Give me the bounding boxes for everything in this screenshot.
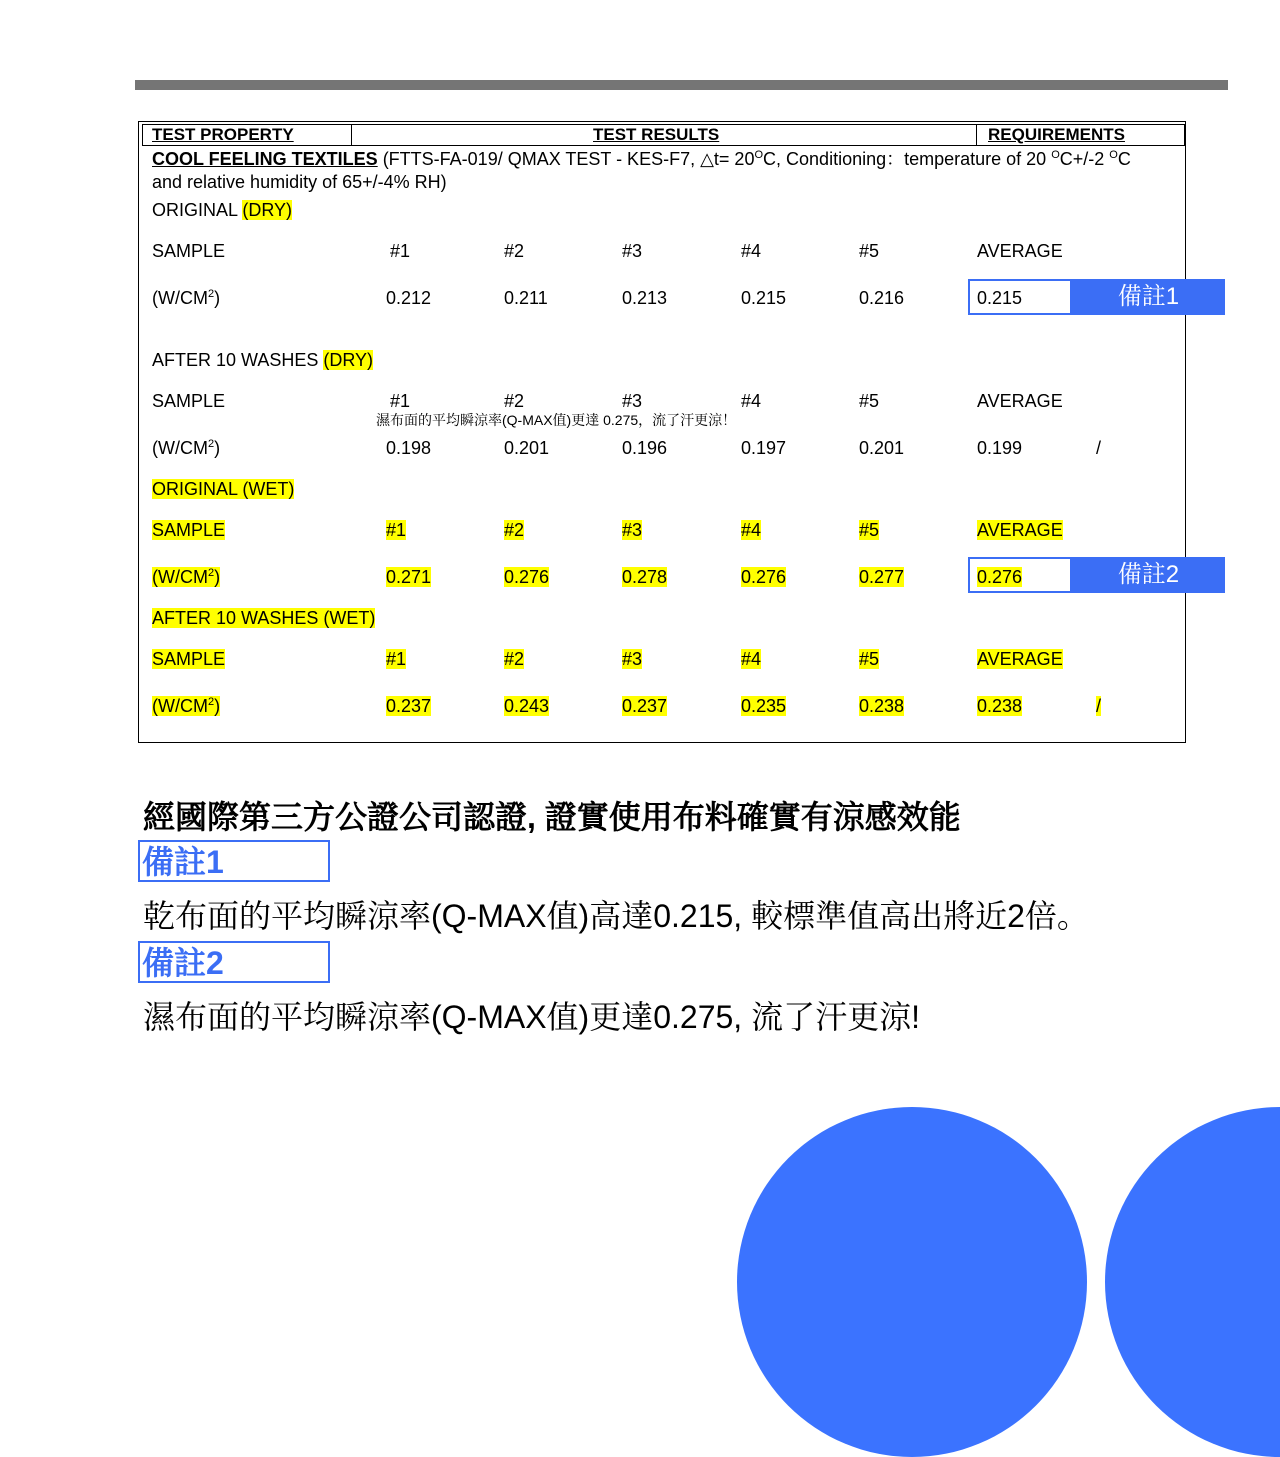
value-text: / <box>1096 696 1102 716</box>
col-3: #3 <box>622 241 643 261</box>
unit-text: ) <box>214 438 221 458</box>
average-text: AVERAGE <box>977 649 1063 669</box>
col-3: #3 <box>622 391 643 411</box>
col-2 <box>504 519 524 541</box>
table-header-row <box>142 124 1185 146</box>
method-text: C <box>1117 149 1131 169</box>
section-title-highlight: (DRY) <box>242 200 293 220</box>
col-text: #3 <box>622 649 643 669</box>
sample-label-text: SAMPLE <box>152 520 226 540</box>
note-label-1: 備註1 <box>138 840 330 882</box>
value-cell: 0.201 <box>504 438 550 458</box>
unit-text: (W/CM <box>152 696 208 716</box>
col-text: #3 <box>622 520 643 540</box>
unit-label <box>152 695 220 717</box>
method-line-2: and relative humidity of 65+/-4% RH) <box>152 172 447 192</box>
average-value <box>977 695 1022 717</box>
summary-heading: 經國際第三方公證公司認證, 證實使用布料確實有涼感效能 <box>143 799 961 835</box>
col-text: #4 <box>741 520 762 540</box>
average-label: AVERAGE <box>977 241 1063 261</box>
value-text: 0.238 <box>859 696 905 716</box>
header-divider <box>351 125 352 145</box>
unit-label <box>152 566 220 588</box>
value-text: 0.235 <box>741 696 787 716</box>
unit-label <box>152 437 220 459</box>
col-3 <box>622 648 642 670</box>
average-value: 0.215 <box>977 288 1023 308</box>
sample-label <box>152 519 225 541</box>
value-cell: 0.216 <box>859 288 905 308</box>
unit-sup: 2 <box>207 438 215 450</box>
col-1 <box>386 519 406 541</box>
callout-tag: 備註2 <box>1072 557 1225 593</box>
value-cell <box>504 695 549 717</box>
col-4: #4 <box>741 391 762 411</box>
callout-highlight-box <box>968 557 1072 593</box>
value-cell <box>741 695 786 717</box>
value-text: 0.237 <box>622 696 668 716</box>
value-cell: 0.201 <box>859 438 905 458</box>
top-divider-bar <box>135 80 1228 90</box>
degree-sup: O <box>1051 149 1060 161</box>
overlay-caption: 濕布面的平均瞬涼率(Q-MAX值)更達 0.275，流了汗更涼！ <box>376 412 737 428</box>
unit-text: ) <box>214 567 221 587</box>
note-label-2: 備註2 <box>138 941 330 983</box>
col-text: #1 <box>386 649 407 669</box>
col-text: #5 <box>859 520 880 540</box>
method-line-1 <box>152 148 1131 170</box>
header-requirements: REQUIREMENTS <box>988 125 1125 144</box>
degree-sup: O <box>1109 149 1118 161</box>
col-4 <box>741 519 761 541</box>
value-cell: 0.198 <box>386 438 432 458</box>
method-text: C+/-2 <box>1059 149 1110 169</box>
unit-label <box>152 287 220 309</box>
test-report-table <box>138 121 1186 743</box>
col-2 <box>504 648 524 670</box>
section-title-highlight: ORIGINAL (WET) <box>152 479 295 499</box>
sample-label: SAMPLE <box>152 391 226 411</box>
unit-text: (W/CM <box>152 288 208 308</box>
col-5 <box>859 519 879 541</box>
unit-text: ) <box>214 288 221 308</box>
col-text: #2 <box>504 649 525 669</box>
section-original-wet <box>152 478 294 500</box>
col-2: #2 <box>504 391 525 411</box>
method-text: C, Conditioning：temperature of 20 <box>763 149 1052 169</box>
col-text: #4 <box>741 649 762 669</box>
unit-sup: 2 <box>207 696 215 708</box>
header-divider <box>976 125 977 145</box>
col-4 <box>741 648 761 670</box>
unit-sup: 2 <box>207 288 215 300</box>
value-cell: 0.196 <box>622 438 668 458</box>
value-cell: 0.212 <box>386 288 432 308</box>
col-5: #5 <box>859 391 880 411</box>
value-text: 0.237 <box>386 696 432 716</box>
value-cell <box>622 566 667 588</box>
col-text: #1 <box>386 520 407 540</box>
value-text: 0.278 <box>622 567 668 587</box>
col-text: #2 <box>504 520 525 540</box>
col-3 <box>622 519 642 541</box>
col-1 <box>386 648 406 670</box>
col-4: #4 <box>741 241 762 261</box>
decorative-circle <box>1105 1107 1280 1457</box>
average-label <box>977 648 1063 670</box>
callout-highlight-box <box>968 279 1072 315</box>
value-cell: 0.215 <box>741 288 787 308</box>
col-5 <box>859 648 879 670</box>
value-text: 0.271 <box>386 567 432 587</box>
section-title-highlight: (DRY) <box>323 350 374 370</box>
section-title: ORIGINAL <box>152 200 243 220</box>
header-test-property: TEST PROPERTY <box>152 125 294 144</box>
value-cell <box>859 695 904 717</box>
col-1: #1 <box>390 241 411 261</box>
value-text: 0.276 <box>977 567 1023 587</box>
decorative-circle <box>737 1107 1087 1457</box>
sample-label <box>152 648 225 670</box>
requirement-value: / <box>1096 438 1102 458</box>
value-cell <box>622 695 667 717</box>
section-title-highlight: AFTER 10 WASHES (WET) <box>152 608 376 628</box>
average-label <box>977 519 1063 541</box>
value-cell: 0.211 <box>504 288 548 308</box>
value-cell: 0.197 <box>741 438 787 458</box>
col-5: #5 <box>859 241 880 261</box>
header-test-results: TEST RESULTS <box>593 125 720 144</box>
unit-text: (W/CM <box>152 567 208 587</box>
col-1: #1 <box>390 391 411 411</box>
value-cell <box>504 566 549 588</box>
value-text: 0.238 <box>977 696 1023 716</box>
section-washed-dry <box>152 349 373 371</box>
col-text: #5 <box>859 649 880 669</box>
col-2: #2 <box>504 241 525 261</box>
value-cell <box>859 566 904 588</box>
method-text: (FTTS-FA-019/ QMAX TEST - KES-F7, △t= 20 <box>377 149 755 169</box>
value-text: 0.276 <box>504 567 550 587</box>
sample-label-text: SAMPLE <box>152 649 226 669</box>
value-cell <box>386 566 431 588</box>
method-title: COOL FEELING TEXTILES <box>152 149 378 169</box>
value-text: 0.277 <box>859 567 905 587</box>
section-title: AFTER 10 WASHES <box>152 350 324 370</box>
value-cell <box>741 566 786 588</box>
sample-label: SAMPLE <box>152 241 226 261</box>
value-text: 0.276 <box>741 567 787 587</box>
unit-sup: 2 <box>207 567 215 579</box>
section-washed-wet <box>152 607 375 629</box>
average-text: AVERAGE <box>977 520 1063 540</box>
degree-sup: O <box>754 149 764 161</box>
value-cell <box>386 695 431 717</box>
requirement-value <box>1096 695 1101 717</box>
callout-tag: 備註1 <box>1072 279 1225 315</box>
average-label: AVERAGE <box>977 391 1063 411</box>
unit-text: (W/CM <box>152 438 208 458</box>
section-original-dry <box>152 199 292 221</box>
value-cell: 0.213 <box>622 288 668 308</box>
value-text: 0.243 <box>504 696 550 716</box>
note-text-1: 乾布面的平均瞬涼率(Q-MAX值)高達0.215, 較標準值高出將近2倍。 <box>143 898 1089 934</box>
unit-text: ) <box>214 696 221 716</box>
average-value: 0.199 <box>977 438 1023 458</box>
note-text-2: 濕布面的平均瞬涼率(Q-MAX值)更達0.275, 流了汗更涼! <box>143 999 920 1035</box>
